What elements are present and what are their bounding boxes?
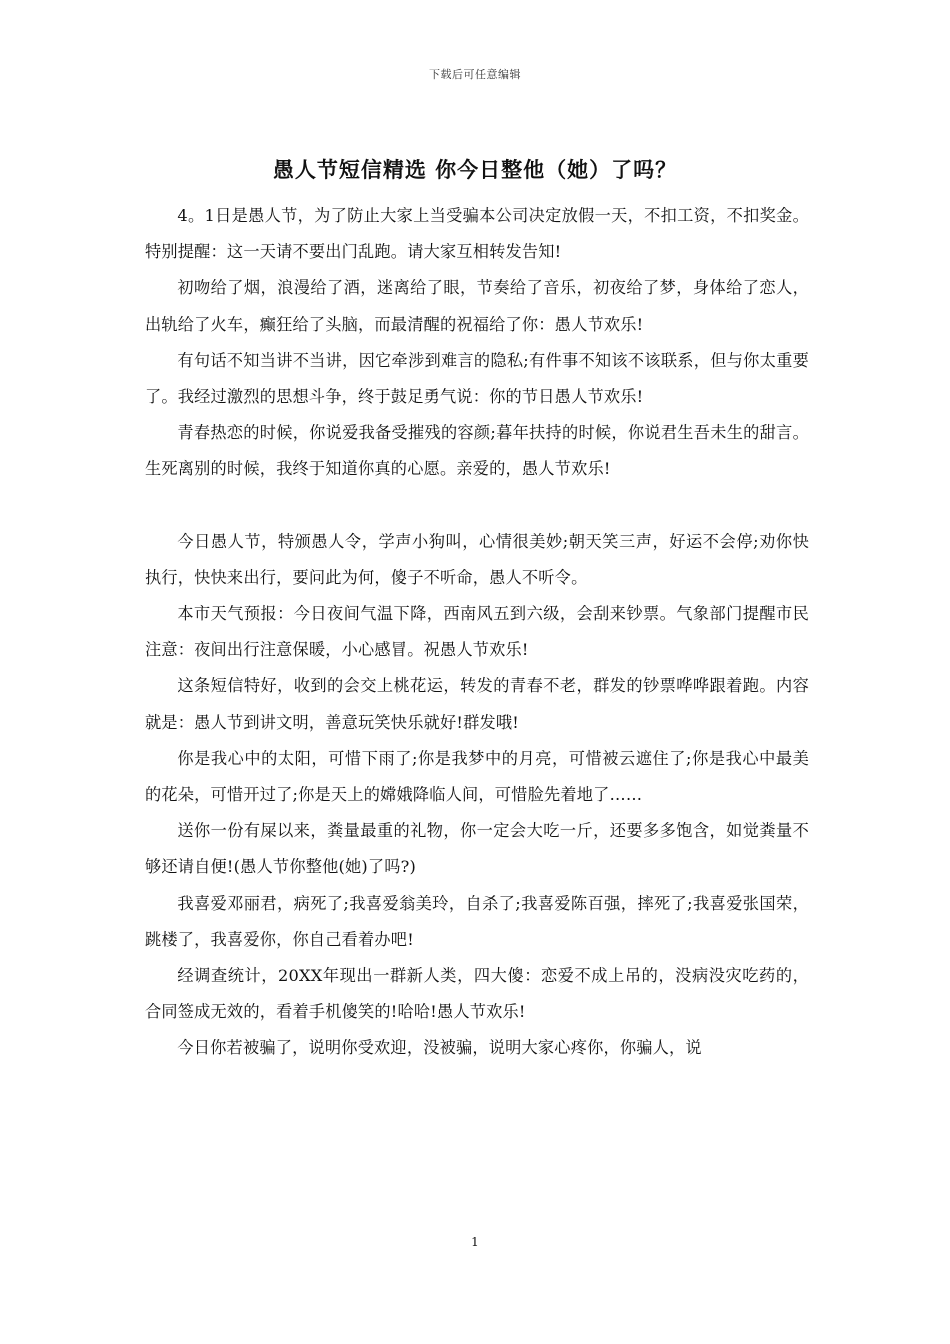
document-title: 愚人节短信精选 你今日整他（她）了吗？ bbox=[272, 158, 678, 182]
paragraph-9: 送你一份有屎以来，粪量最重的礼物，你一定会大吃一斤，还要多多饱含，如觉粪量不够还请自便!(愚人节你整他(她)了吗?) bbox=[145, 821, 809, 877]
paragraph-2: 初吻给了烟，浪漫给了酒，迷离给了眼，节奏给了音乐，初夜给了梦，身体给了恋人，出轨给了火车，癫狂给了头脑，而最清醒的祝福给了你：愚人节欢乐! bbox=[145, 278, 809, 334]
paragraph-6: 本市天气预报：今日夜间气温下降，西南风五到六级，会刮来钞票。气象部门提醒市民注意：夜间出行注意保暖，小心感冒。祝愚人节欢乐! bbox=[145, 604, 809, 660]
paragraph-8: 你是我心中的太阳，可惜下雨了;你是我梦中的月亮，可惜被云遮住了;你是我心中最美的花朵，可惜开过了;你是天上的嫦娥降临人间，可惜脸先着地了…… bbox=[145, 748, 809, 805]
paragraph-10: 我喜爱邓丽君，病死了;我喜爱翁美玲，自杀了;我喜爱陈百强，摔死了;我喜爱张国荣，跳楼了，我喜爱你，你自己看着办吧! bbox=[145, 893, 809, 949]
paragraph-11: 经调查统计，20XX年现出一群新人类，四大傻：恋爱不成上吊的，没病没灾吃药的，合同签成无效的，看着手机傻笑的!哈哈!愚人节欢乐! bbox=[145, 966, 809, 1022]
page-number: 1 bbox=[471, 1235, 479, 1249]
paragraph-1: 4。1日是愚人节，为了防止大家上当受骗本公司决定放假一天，不扣工资，不扣奖金。特别提醒：这一天请不要出门乱跑。请大家互相转发告知! bbox=[145, 206, 809, 262]
document-body bbox=[145, 198, 809, 1067]
header-note: 下载后可任意编辑 bbox=[429, 68, 521, 81]
paragraph-7: 这条短信特好，收到的会交上桃花运，转发的青春不老，群发的钞票哗哗跟着跑。内容就是：愚人节到讲文明，善意玩笑快乐就好!群发哦! bbox=[145, 676, 809, 732]
paragraph-4: 青春热恋的时候，你说爱我备受摧残的容颜;暮年扶持的时候，你说君生吾未生的甜言。生死离别的时候，我终于知道你真的心愿。亲爱的，愚人节欢乐! bbox=[145, 423, 809, 479]
paragraph-5: 今日愚人节，特颁愚人令，学声小狗叫，心情很美妙;朝天笑三声，好运不会停;劝你快执行，快快来出行，要问此为何，傻子不听命，愚人不听令。 bbox=[145, 531, 809, 587]
paragraph-12: 今日你若被骗了，说明你受欢迎，没被骗，说明大家心疼你，你骗人，说 bbox=[177, 1038, 702, 1058]
paragraph-3: 有句话不知当讲不当讲，因它牵涉到难言的隐私;有件事不知该不该联系，但与你太重要了。我经过激烈的思想斗争，终于鼓足勇气说：你的节日愚人节欢乐! bbox=[145, 350, 809, 407]
